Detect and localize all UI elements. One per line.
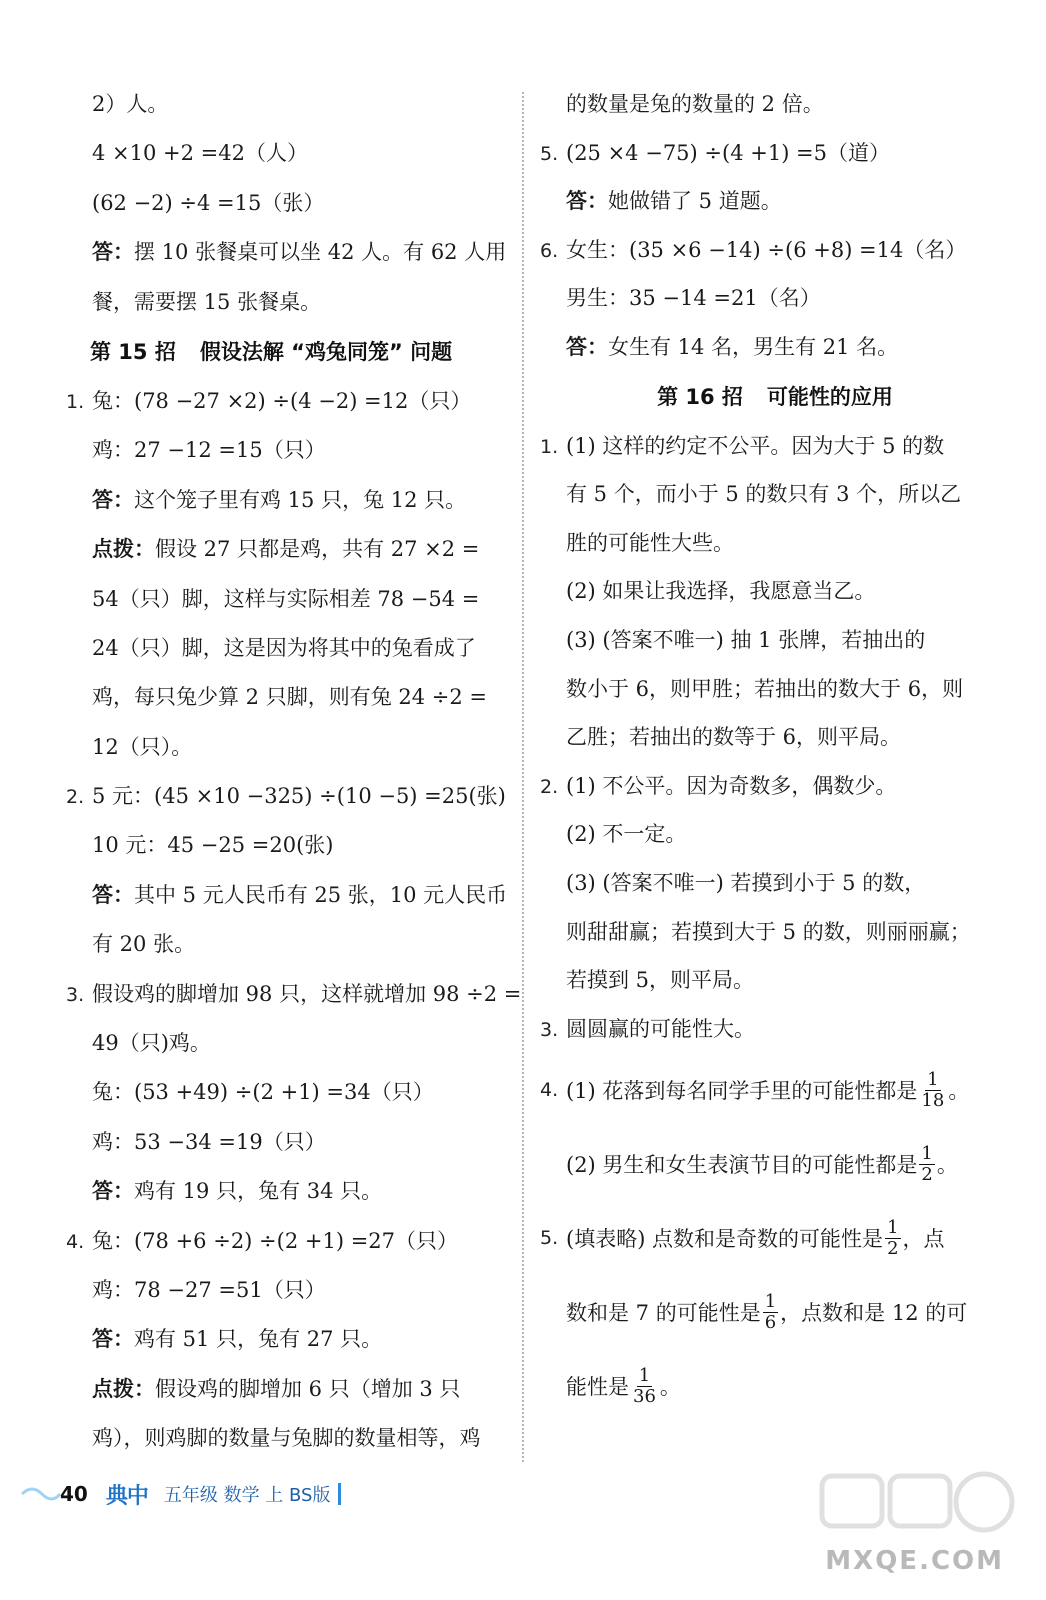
question-2: 2. 5 元：(45 ×10 −325) ÷(10 −5) =25(张): [66, 772, 516, 821]
heading-title: 可能性的应用: [766, 384, 893, 409]
answer-label: 答：: [92, 240, 134, 265]
answer-label: 答：: [566, 189, 608, 214]
text-line: (2) 如果让我选择，我愿意当乙。: [566, 579, 876, 604]
question-3: 3. 假设鸡的脚增加 98 只，这样就增加 98 ÷2 =: [66, 970, 516, 1019]
hint-label: 点拨：: [92, 537, 155, 562]
text-line: 则甜甜赢；若摸到大于 5 的数，则丽丽赢；: [566, 919, 971, 944]
question-number: 4.: [540, 1079, 559, 1102]
text-line: 鸡），则鸡脚的数量与兔脚的数量相等，鸡: [92, 1426, 481, 1451]
fraction: $\frac{1}{36}$: [633, 1364, 656, 1407]
hint-label: 点拨：: [92, 1376, 155, 1401]
answer-line: 答：其中 5 元人民币有 25 张，10 元人民币: [92, 882, 508, 907]
problem-5-b: 数和是 7 的可能性是 $\frac{1}{6}$ ，点数和是 12 的可: [566, 1290, 968, 1333]
answer-line: 答：女生有 14 名，男生有 21 名。: [566, 334, 899, 359]
heading-number: 第 16 招: [657, 384, 743, 409]
text-line: 若摸到 5，则平局。: [566, 968, 755, 993]
question-number: 2.: [66, 786, 85, 809]
question-number: 5.: [540, 1227, 559, 1250]
text-line: 鸡：78 −27 =51（只）: [92, 1277, 326, 1302]
text-line: 54（只）脚，这样与实际相差 78 −54 =: [92, 586, 480, 611]
problem-4-a: 4. (1) 花落到每名同学手里的可能性都是 $\frac{1}{18}$ 。: [540, 1068, 970, 1111]
answer-line: 答：这个笼子里有鸡 15 只，兔 12 只。: [92, 487, 467, 512]
problem-5-a: 5. (填表略) 点数和是奇数的可能性是 $\frac{1}{2}$ ，点: [540, 1216, 945, 1259]
watermark-text: MXQE.COM: [825, 1546, 1004, 1576]
text-line: 24（只）脚，这是因为将其中的兔看成了: [92, 635, 476, 660]
text-line: 49（只)鸡。: [92, 1031, 211, 1056]
text-line: 鸡：27 −12 =15（只）: [92, 438, 326, 463]
problem-5-c: 能性是 $\frac{1}{36}$ 。: [566, 1364, 681, 1407]
heading-number: 第 15 招: [90, 339, 176, 364]
text-line: 数小于 6，则甲胜；若抽出的数大于 6，则: [566, 676, 964, 701]
text-line: 鸡，每只兔少算 2 只脚，则有兔 24 ÷2 =: [92, 685, 488, 710]
text-line: 餐，需要摆 15 张餐桌。: [92, 289, 322, 314]
answer-line: 答：她做错了 5 道题。: [566, 189, 782, 214]
question-number: 5.: [540, 142, 559, 165]
problem-3: 3. 圆圆赢的可能性大。: [540, 1005, 1010, 1054]
question-number: 1.: [540, 435, 559, 458]
section-heading-15: [66, 327, 516, 377]
text-line: 的数量是兔的数量的 2 倍。: [566, 92, 824, 116]
answer-label: 答：: [92, 1179, 134, 1204]
question-number: 6.: [540, 239, 559, 262]
fraction: $\frac{1}{18}$: [921, 1068, 945, 1111]
text-line: (62 −2) ÷4 =15（张）: [92, 190, 325, 215]
text-line: 鸡：53 −34 =19（只）: [92, 1129, 326, 1154]
column-divider: [522, 92, 524, 1462]
page-footer: [60, 1472, 341, 1516]
question-number: 3.: [540, 1018, 559, 1041]
text-line: 2）人。: [92, 92, 169, 116]
question-5: 5. (25 ×4 −75) ÷(4 +1) =5（道）: [540, 129, 1010, 178]
question-number: 2.: [540, 775, 559, 798]
footer-decoration-icon: [20, 1480, 62, 1506]
fraction: $\frac{1}{2}$: [921, 1142, 933, 1185]
book-series: 五年级 数学 上 BS版: [163, 1485, 331, 1506]
question-number: 1.: [66, 390, 85, 413]
page-number: 40: [60, 1482, 88, 1506]
answer-line: [66, 228, 516, 277]
answer-label: 答：: [566, 334, 608, 359]
answer-label: 答：: [92, 882, 134, 907]
brand-logo: 典中: [105, 1483, 148, 1509]
question-4: 4. 兔：(78 +6 ÷2) ÷(2 +1) =27（只）: [66, 1217, 516, 1266]
fraction: $\frac{1}{6}$: [764, 1290, 777, 1333]
answer-label: 答：: [92, 1327, 134, 1352]
problem-1: 1. (1) 这样的约定不公平。因为大于 5 的数: [540, 422, 1010, 471]
text-line: 10 元：45 −25 =20(张): [92, 833, 334, 858]
text-line: (3) (答案不唯一) 若摸到小于 5 的数，: [566, 870, 926, 895]
text-line: 4 ×10 +2 =42（人）: [92, 141, 308, 166]
text-line: 有 20 张。: [92, 932, 196, 957]
text-line: 兔：(53 +49) ÷(2 +1) =34（只）: [92, 1080, 434, 1105]
problem-2: 2. (1) 不公平。因为奇数多，偶数少。: [540, 762, 1010, 811]
answer-line: 答：鸡有 19 只，兔有 34 只。: [92, 1179, 383, 1204]
text-line: (3) (答案不唯一) 抽 1 张牌，若抽出的: [566, 627, 926, 652]
question-6: 6. 女生：(35 ×6 −14) ÷(6 +8) =14（名）: [540, 226, 1010, 275]
answer-label: 答：: [92, 487, 134, 512]
problem-4-b: (2) 男生和女生表演节目的可能性都是 $\frac{1}{2}$ 。: [566, 1142, 958, 1185]
heading-title: 假设法解 “鸡兔同笼” 问题: [199, 339, 453, 364]
text-line: 有 5 个，而小于 5 的数只有 3 个，所以乙: [566, 482, 962, 507]
text-line: 胜的可能性大些。: [566, 530, 734, 555]
question-number: 4.: [66, 1230, 85, 1253]
answer-text: 摆 10 张餐桌可以坐 42 人。有 62 人用: [134, 240, 507, 265]
hint-line: 点拨：假设 27 只都是鸡，共有 27 ×2 =: [92, 537, 480, 562]
footer-bar: [338, 1483, 341, 1505]
right-column: [540, 80, 1010, 1423]
answer-line: 答：鸡有 51 只，兔有 27 只。: [92, 1327, 383, 1352]
question-1: 1. 兔：(78 −27 ×2) ÷(4 −2) =12（只）: [66, 377, 516, 426]
left-column: [66, 80, 522, 1464]
question-number: 3.: [66, 983, 85, 1006]
text-line: 男生：35 −14 =21（名）: [566, 286, 821, 311]
hint-line: 点拨：假设鸡的脚增加 6 只（增加 3 只: [92, 1376, 461, 1401]
text-line: 乙胜；若抽出的数等于 6，则平局。: [566, 725, 902, 750]
text-line: 12（只）。: [92, 734, 193, 759]
fraction: $\frac{1}{2}$: [887, 1216, 899, 1259]
text-line: (2) 不一定。: [566, 822, 687, 847]
section-heading-16: [540, 372, 1010, 422]
